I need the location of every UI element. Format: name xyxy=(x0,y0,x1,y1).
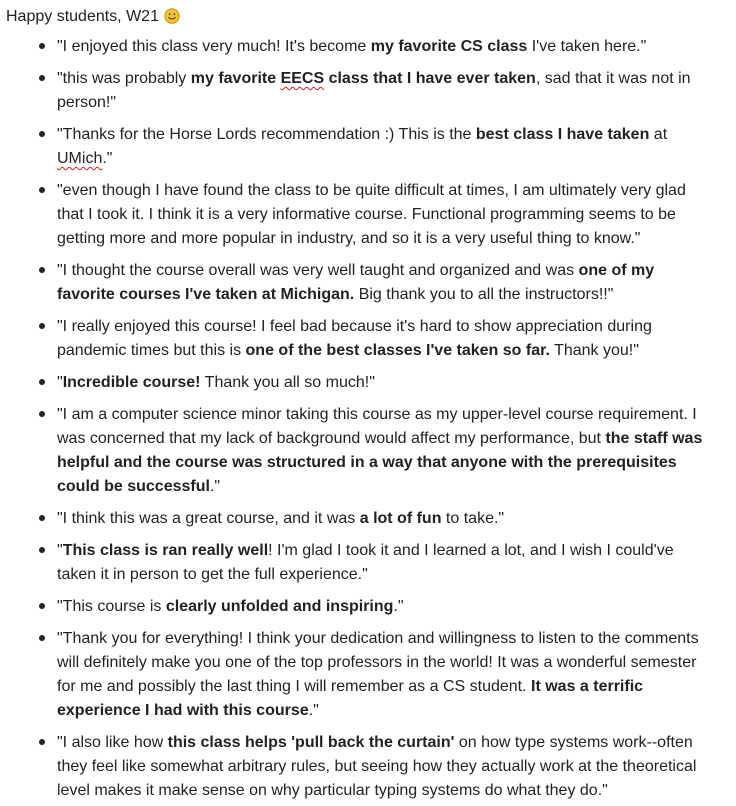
quote-text: Thank you!" xyxy=(549,342,639,359)
quote-item xyxy=(57,403,705,499)
quote-text: , sad that it was not in person!" xyxy=(57,70,691,111)
quote-text: ! I'm glad I took it and I learned a lot, and I wish I could've taken it in person to get the full experience." xyxy=(57,542,674,583)
quote-emphasis: my favorite xyxy=(190,70,281,87)
quote-emphasis: the staff was helpful and the course was structured in a way that anyone with the prerequisites could be successful xyxy=(57,430,703,495)
quote-text: "Thank you for everything! I think your dedication and willingness to listen to the comments will definitely make you one of the top professors in the world! It was a wonderful semester for me and possibly the last thing I will remember as a CS student. xyxy=(57,630,699,695)
quote-text: "I thought the course overall was very well taught and organized and was xyxy=(57,262,579,279)
quote-emphasis: EECS xyxy=(280,70,325,87)
quote-text: ." xyxy=(308,702,319,719)
smiling-face-icon xyxy=(164,8,180,24)
quote-emphasis: This class is ran really well xyxy=(62,542,269,559)
quote-text: "this was probably xyxy=(57,70,191,87)
quote-text: " xyxy=(57,374,63,391)
quote-emphasis: class that I have ever taken xyxy=(324,70,536,87)
quote-item xyxy=(57,259,705,307)
quote-emphasis: It was a terrific experience I had with this course xyxy=(57,678,644,719)
quote-text: ." xyxy=(209,478,221,495)
quote-list xyxy=(57,35,705,803)
quote-item xyxy=(57,507,705,531)
quote-emphasis: best class I have taken xyxy=(475,126,650,143)
quote-emphasis: my favorite CS class xyxy=(370,38,528,55)
quote-text: "even though I have found the class to be quite difficult at times, I am ultimately very glad that I took it. I think it is a very informative course. Functional programming seems to be getting more and more popular in industry, and so it is a very useful thing to know." xyxy=(57,182,686,247)
quote-text: ." xyxy=(102,150,113,167)
quote-text: Big thank you to all the instructors!!" xyxy=(354,286,614,303)
quote-text: I've taken here." xyxy=(527,38,647,55)
page-heading xyxy=(6,5,736,29)
quote-text: " xyxy=(57,542,63,559)
quote-item xyxy=(57,179,705,251)
quote-text: UMich xyxy=(57,150,103,167)
quote-text: "I also like how xyxy=(57,734,168,751)
quote-item xyxy=(57,595,705,619)
quote-emphasis: clearly unfolded and inspiring xyxy=(165,598,394,615)
quote-item xyxy=(57,35,705,59)
quote-text: "I enjoyed this class very much! It's become xyxy=(57,38,371,55)
quote-emphasis: one of my favorite courses I've taken at Michigan. xyxy=(57,262,655,303)
quote-text: "I am a computer science minor taking this course as my upper-level course requirement. I was concerned that my lack of background would affect my performance, but xyxy=(57,406,697,447)
quote-text: ." xyxy=(393,598,404,615)
quote-text: "This course is xyxy=(57,598,166,615)
quote-emphasis: a lot of fun xyxy=(359,510,442,527)
quote-emphasis: one of the best classes I've taken so far. xyxy=(245,342,550,359)
quote-item xyxy=(57,371,705,395)
quote-text: to take." xyxy=(441,510,505,527)
quote-text: Thank you all so much!" xyxy=(200,374,375,391)
quote-item xyxy=(57,627,705,723)
quote-text: "I think this was a great course, and it was xyxy=(57,510,360,527)
quote-text: at xyxy=(649,126,668,143)
quote-item xyxy=(57,123,705,171)
quote-emphasis: Incredible course! xyxy=(62,374,201,391)
quote-item xyxy=(57,731,705,803)
quote-item xyxy=(57,67,705,115)
quote-item xyxy=(57,539,705,587)
quote-text: on how type systems work--often they feel like somewhat arbitrary rules, but seeing how they actually work at the theoretical level makes it make sense on why particular typing systems do what they do." xyxy=(57,734,697,799)
quote-text: "I really enjoyed this course! I feel bad because it's hard to show appreciation during pandemic times but this is xyxy=(57,318,652,359)
heading-text: Happy students, W21 xyxy=(6,8,159,25)
quote-emphasis: this class helps 'pull back the curtain' xyxy=(167,734,455,751)
quote-item xyxy=(57,315,705,363)
quote-text: "Thanks for the Horse Lords recommendation :) This is the xyxy=(57,126,476,143)
